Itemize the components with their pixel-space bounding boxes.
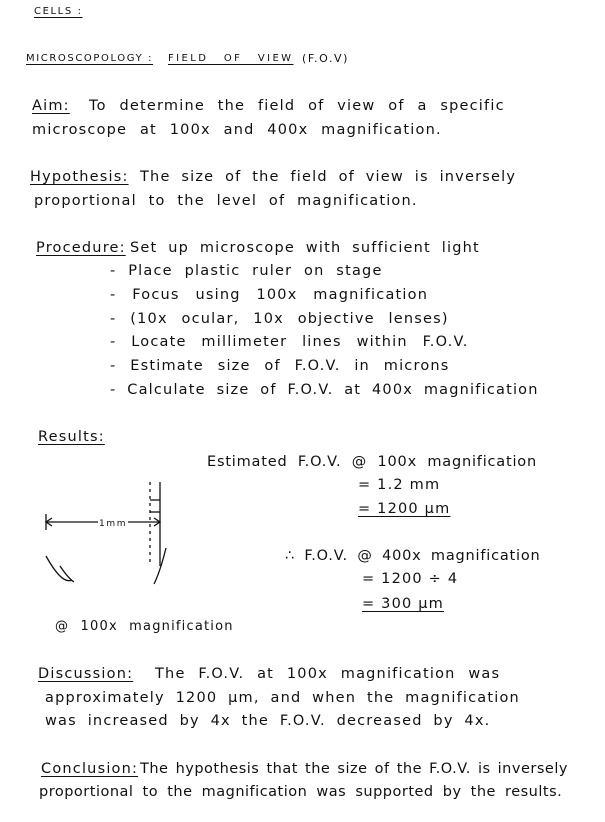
diagram-length-label: 1mm [98,514,128,534]
discussion-label: Discussion: [38,666,134,682]
results-eq-2: = 1200 μm [358,501,451,517]
procedure-step-1: - Place plastic ruler on stage [110,263,383,279]
procedure-step-6: - Calculate size of F.O.V. at 400x magnification [110,382,539,398]
diagram-caption: @ 100x magnification [55,619,234,634]
fov-circle-arc-lower [60,566,74,582]
procedure-step-2: - Focus using 100x magnification [110,287,429,303]
hypothesis-line-2: proportional to the level of magnification. [34,193,418,209]
procedure-step-3: - (10x ocular, 10x objective lenses) [110,311,449,327]
procedure-step-4: - Locate millimeter lines within F.O.V. [110,334,469,350]
procedure-first-line: Set up microscope with sufficient light [130,240,480,256]
procedure-step-5: - Estimate size of F.O.V. in microns [110,358,450,374]
results-eq-4: = 300 μm [362,596,444,612]
hypothesis-label: Hypothesis: [30,169,129,185]
results-estimate-line: Estimated F.O.V. @ 100x magnification [207,454,537,470]
discussion-line-2: approximately 1200 μm, and when the magnification [45,690,520,706]
discussion-line-1: The F.O.V. at 100x magnification was [155,666,501,682]
procedure-label: Procedure: [36,240,126,256]
results-eq-1: = 1.2 mm [358,477,441,493]
section-subtitle-abbrev: (F.O.V) [302,52,350,65]
conclusion-line-1: The hypothesis that the size of the F.O.V. is inversely [140,761,568,777]
results-eq-3: = 1200 ÷ 4 [362,571,459,587]
aim-label: Aim: [32,98,70,114]
discussion-line-3: was increased by 4x the F.O.V. decreased by 4x. [45,713,491,729]
conclusion-line-2: proportional to the magnification was supported by the results. [39,784,563,800]
section-subtitle-fov: FIELD OF VIEW [168,53,294,64]
hypothesis-line-1: The size of the field of view is inversely [140,169,517,185]
aim-line-1: To determine the field of view of a specific [89,98,505,114]
conclusion-label: Conclusion: [41,761,139,777]
section-subtitle: MICROSCOPOLOGY : [26,53,154,64]
results-label: Results: [38,429,105,445]
page-title: CELLS : [34,6,83,17]
aim-line-2: microscope at 100x and 400x magnification. [32,122,442,138]
results-calc-line: ∴ F.O.V. @ 400x magnification [285,548,541,564]
